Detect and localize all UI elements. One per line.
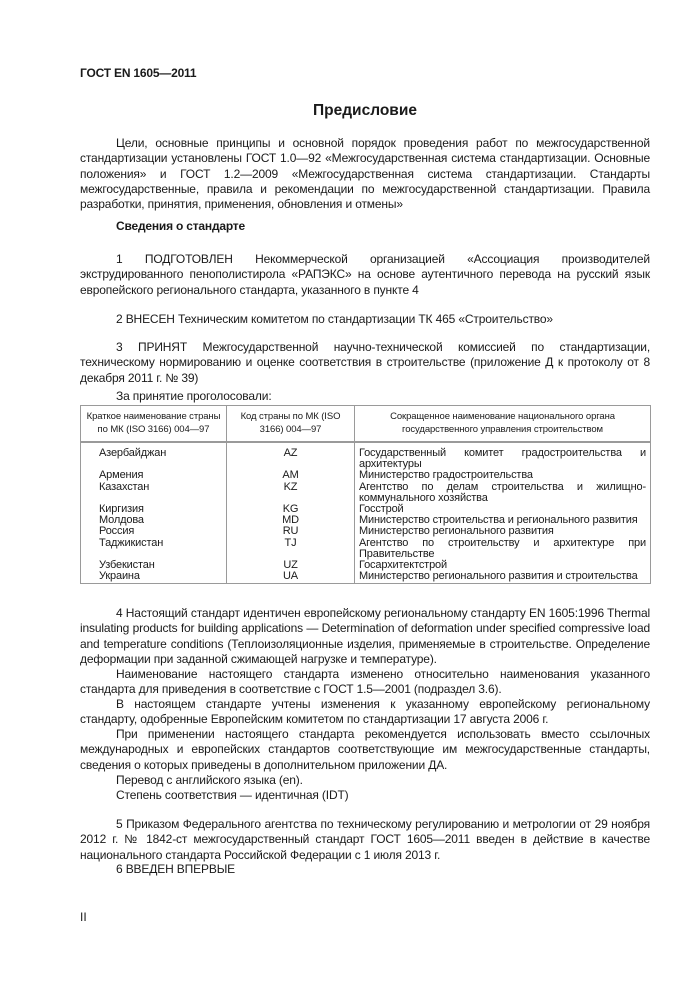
intro-text: Цели, основные принципы и основной порядок проведения работ по межгосударственной стандартизации установлены ГОСТ 1.0—92 «Межгосударственная система стандартизации. Основные положения» и ГОСТ 1.2—2009 «Межгосударственная система стандартизации. Стандарты межгосударственные, правила и рекомендации по межгосударственной стандартизации. Правила разработки, принятия, применения, обновления и отмены»: [80, 136, 650, 212]
table-row: [81, 470, 651, 481]
org-cell: Агентство по делам строительства и жилищно-коммунального хозяйства: [355, 482, 651, 504]
item-2-text: 2 ВНЕСЕН Техническим комитетом по стандартизации ТК 465 «Строительство»: [116, 312, 553, 326]
code-cell: UA: [227, 571, 355, 584]
intro-paragraph: [80, 136, 650, 212]
org-cell: Министерство регионального развития: [355, 526, 651, 537]
item-3: [80, 340, 650, 386]
section-heading: Сведения о стандарте: [116, 219, 245, 233]
org-cell: Агентство по строительству и архитектуре при Правительстве: [355, 538, 651, 560]
code-cell: AZ: [227, 442, 355, 470]
document-code: ГОСТ EN 1605—2011: [80, 66, 197, 80]
code-cell: RU: [227, 526, 355, 537]
item-4-p4-text: При применении настоящего стандарта рекомендуется использовать вместо ссылочных международных и европейских стандартов соответствующие им межгосударственные стандарты, сведения о которых приведены в дополнительном приложении ДА.: [80, 727, 650, 772]
country-cell: Молдова: [81, 515, 227, 526]
page-number: II: [80, 910, 87, 924]
item-6: 6 ВВЕДЕН ВПЕРВЫЕ: [116, 862, 236, 876]
table-row: [81, 442, 651, 470]
org-cell: Государственный комитет градостроительства и архитектуры: [355, 442, 651, 470]
org-cell: Министерство регионального развития и строительства: [355, 571, 651, 584]
item-3-text: 3 ПРИНЯТ Межгосударственной научно-технической комиссией по стандартизации, техническому нормированию и оценке соответствия в строительстве (приложение Д к протоколу от 8 декабря 2011 г. № 39): [80, 340, 650, 385]
table-header-row: [81, 406, 651, 443]
translation-note: Перевод с английского языка (en).: [116, 773, 303, 787]
code-cell: TJ: [227, 538, 355, 560]
item-4-p3-text: В настоящем стандарте учтены изменения к указанному европейскому региональному стандарту, одобренные Европейским комитетом по стандартизации 17 августа 2006 г.: [80, 697, 650, 727]
code-cell: KZ: [227, 482, 355, 504]
org-cell: Министерство строительства и регионального развития: [355, 515, 651, 526]
item-4: [80, 606, 650, 667]
table-row: [81, 538, 651, 560]
code-cell: UZ: [227, 560, 355, 571]
org-cell: Госархитектстрой: [355, 560, 651, 571]
country-cell: Азербайджан: [81, 442, 227, 470]
item-2: [80, 312, 650, 327]
table-row: [81, 526, 651, 537]
country-cell: Киргизия: [81, 504, 227, 515]
item-4-paragraph-3: [80, 697, 650, 728]
code-cell: KG: [227, 504, 355, 515]
header-country: Краткое наименование страны по МК (ISO 3166) 004—97: [81, 406, 227, 443]
code-cell: MD: [227, 515, 355, 526]
table-row: [81, 482, 651, 504]
table-row: [81, 571, 651, 584]
country-cell: Узбекистан: [81, 560, 227, 571]
voting-table: [80, 405, 651, 584]
country-cell: Армения: [81, 470, 227, 481]
item-1: [80, 252, 650, 298]
country-cell: Украина: [81, 571, 227, 584]
item-5-text: 5 Приказом Федерального агентства по техническому регулированию и метрологии от 29 ноября 2012 г. № 1842-ст межгосударственный стандарт ГОСТ 1605—2011 введен в действие в качестве национального стандарта Российской Федерации с 1 июля 2013 г.: [80, 817, 650, 862]
item-4-text: 4 Настоящий стандарт идентичен европейскому региональному стандарту EN 1605:1996 Thermal insulating products for building applications — Determination of deformation under specified compressive load and temperature conditions (Теплоизоляционные изделия, применяемые в строительстве. Определение деформации при заданной сжимающей нагрузке и температуре).: [80, 606, 650, 666]
country-cell: Казахстан: [81, 482, 227, 504]
page-title: Предисловие: [312, 102, 417, 119]
item-4-paragraph-2: [80, 667, 650, 698]
conformity-degree: Степень соответствия — идентичная (IDT): [116, 788, 349, 802]
header-code: Код страны по МК (ISO 3166) 004—97: [227, 406, 355, 443]
country-cell: Россия: [81, 526, 227, 537]
org-cell: Министерство градостроительства: [355, 470, 651, 481]
org-cell: Госстрой: [355, 504, 651, 515]
item-4-p2-text: Наименование настоящего стандарта изменено относительно наименования указанного стандарта для приведения в соответствие с ГОСТ 1.5—2001 (подраздел 3.6).: [80, 667, 650, 697]
item-4-paragraph-4: [80, 727, 650, 773]
country-cell: Таджикистан: [81, 538, 227, 560]
item-1-text: 1 ПОДГОТОВЛЕН Некоммерческой организацией «Ассоциация производителей экструдированного пенополистирола «РАПЭКС» на основе аутентичного перевода на русский язык европейского регионального стандарта, указанного в пункте 4: [80, 252, 650, 297]
header-org: Сокращенное наименование национального органа государственного управления строительством: [355, 406, 651, 443]
code-cell: AM: [227, 470, 355, 481]
vote-intro: За принятие проголосовали:: [116, 389, 272, 403]
item-5: [80, 817, 650, 863]
